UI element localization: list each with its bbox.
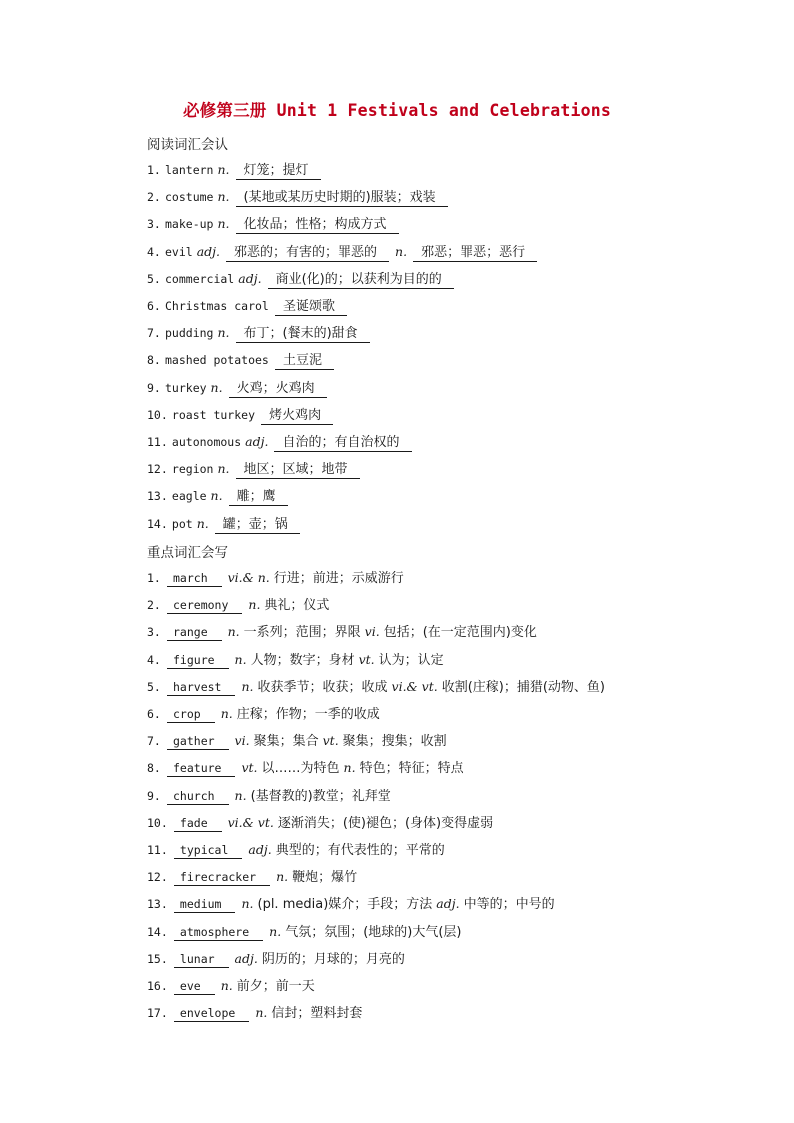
definition: 收获季节；收获；收成: [257, 679, 388, 695]
item-number: 9.: [147, 380, 161, 395]
part-of-speech: n.: [217, 189, 230, 205]
vocab-item: [147, 404, 335, 426]
part-of-speech: vi.: [234, 733, 250, 749]
section-heading-writing: 重点词汇会写: [147, 545, 228, 561]
vocab-word: eagle: [171, 489, 207, 504]
item-number: 16.: [147, 979, 168, 993]
part-of-speech: n.: [241, 896, 254, 912]
vocab-item: [147, 948, 405, 970]
vocab-word: commercial: [165, 271, 235, 286]
definition: 典型的；有代表性的；平常的: [275, 843, 445, 858]
answer-blank: fade: [174, 815, 222, 832]
part-of-speech: vi.: [364, 624, 380, 640]
part-of-speech: adj.: [196, 243, 221, 259]
part-of-speech: n.: [276, 869, 289, 885]
vocab-item: [147, 866, 357, 888]
vocab-item: [147, 159, 323, 181]
vocab-item: [147, 921, 462, 943]
part-of-speech: adj.: [248, 842, 272, 857]
item-number: 15.: [147, 951, 168, 966]
definition: 聚集；搜集；收割: [342, 734, 447, 750]
vocab-item: [147, 241, 539, 263]
part-of-speech: vt.: [358, 651, 375, 667]
part-of-speech: n.: [395, 243, 408, 259]
part-of-speech: vi.& vt.: [391, 678, 438, 694]
vocab-item: [147, 458, 362, 480]
definition: 逐渐消失；(使)褪色；(身体)变得虚弱: [277, 815, 494, 831]
item-number: 9.: [147, 788, 161, 803]
part-of-speech: n.: [241, 678, 254, 694]
item-number: 12.: [147, 462, 168, 477]
item-number: 8.: [147, 761, 161, 776]
vocab-item: [147, 785, 391, 807]
definition: 收割(庄稼)；捕猎(动物、鱼): [441, 679, 606, 695]
vocab-item: [147, 839, 445, 861]
answer-blank: 邪恶；罪恶；恶行: [413, 245, 537, 262]
answer-blank: envelope: [174, 1005, 249, 1022]
vocab-item: [147, 567, 404, 589]
item-number: 17.: [147, 1006, 168, 1021]
answer-blank: gather: [167, 733, 229, 750]
definition: 特色；特征；特点: [359, 761, 464, 777]
part-of-speech: n.: [227, 624, 240, 640]
vocab-item: [147, 975, 315, 997]
part-of-speech: vt.: [322, 733, 339, 749]
part-of-speech: adj.: [436, 896, 460, 912]
item-number: 10.: [147, 407, 168, 422]
part-of-speech: vi.& vt.: [227, 814, 274, 830]
part-of-speech: n.: [217, 325, 230, 341]
part-of-speech: n.: [220, 706, 233, 721]
item-number: 3.: [147, 625, 161, 640]
item-number: 14.: [147, 924, 168, 939]
definition: (pl. media)媒介；手段；方法: [257, 897, 433, 913]
vocab-item: [147, 513, 302, 535]
part-of-speech: adj.: [245, 434, 269, 449]
item-number: 5.: [147, 271, 161, 286]
answer-blank: 烤火鸡肉: [261, 408, 333, 425]
definition: 包括；(在一定范围内)变化: [383, 625, 537, 641]
vocab-item: [147, 377, 329, 399]
vocab-item: [147, 322, 372, 344]
vocab-item: [147, 703, 380, 725]
answer-blank: 灯笼；提灯: [236, 163, 321, 180]
definition: 一系列；范围；界限: [243, 625, 361, 641]
item-number: 6.: [147, 707, 161, 721]
section-heading-reading: 阅读词汇会认: [147, 137, 228, 153]
vocab-item: [147, 812, 493, 834]
answer-blank: march: [167, 570, 222, 587]
vocab-item: [147, 730, 447, 752]
item-number: 5.: [147, 679, 161, 694]
answer-blank: 圣诞颂歌: [275, 299, 347, 316]
vocab-item: [147, 649, 444, 671]
vocab-word: evil: [165, 244, 193, 259]
vocab-word: lantern: [165, 163, 214, 177]
answer-blank: figure: [167, 652, 229, 669]
part-of-speech: adj.: [238, 270, 262, 286]
definition: 行进；前进；示威游行: [273, 571, 404, 586]
item-number: 3.: [147, 217, 161, 232]
definition: 认为；认定: [378, 652, 444, 668]
vocab-item: [147, 621, 537, 643]
answer-blank: lunar: [174, 951, 229, 968]
answer-blank: 化妆品；性格；构成方式: [236, 217, 399, 234]
answer-blank: ceremony: [167, 597, 242, 614]
vocab-word: pot: [171, 516, 193, 531]
definition: 气氛；氛围；(地球的)大气(层): [285, 924, 462, 940]
answer-blank: harvest: [167, 679, 235, 696]
item-number: 1.: [147, 571, 161, 585]
item-number: 11.: [147, 435, 168, 449]
vocab-item: [147, 594, 329, 616]
definition: 聚集；集合: [253, 734, 319, 750]
part-of-speech: n.: [220, 978, 233, 993]
answer-blank: feature: [167, 760, 235, 777]
definition: 阴历的；月球的；月亮的: [261, 951, 405, 967]
vocab-item: [147, 186, 450, 208]
item-number: 10.: [147, 815, 168, 830]
definition: 庄稼；作物；一季的收成: [236, 707, 380, 722]
vocab-word: make-up: [165, 217, 214, 232]
answer-blank: (某地或某历史时期的)服装；戏装: [236, 190, 448, 207]
definition: 鞭炮；爆竹: [292, 870, 358, 886]
answer-blank: firecracker: [174, 869, 270, 886]
vocab-item: [147, 485, 290, 507]
part-of-speech: n.: [255, 1005, 268, 1021]
answer-blank: typical: [174, 842, 242, 859]
vocab-item: [147, 349, 336, 371]
part-of-speech: n.: [248, 597, 261, 613]
answer-blank: 地区；区域；地带: [236, 462, 360, 479]
part-of-speech: n.: [217, 216, 230, 232]
item-number: 2.: [147, 190, 161, 205]
vocab-word: turkey: [165, 380, 207, 395]
vocab-word: autonomous: [171, 435, 242, 449]
answer-blank: 雕；鹰: [229, 489, 288, 506]
part-of-speech: vt.: [241, 760, 258, 776]
item-number: 1.: [147, 163, 161, 177]
part-of-speech: n.: [234, 787, 247, 803]
vocab-item: [147, 213, 401, 235]
part-of-speech: n.: [234, 651, 247, 667]
page-title: 必修第三册 Unit 1 Festivals and Celebrations: [182, 101, 612, 120]
item-number: 4.: [147, 652, 161, 667]
part-of-speech: n.: [210, 488, 223, 504]
definition: 人物；数字；身材: [250, 652, 355, 668]
definition: (基督教的)教堂；礼拜堂: [250, 788, 391, 804]
answer-blank: 商业(化)的；以获利为目的的: [268, 272, 454, 289]
part-of-speech: adj.: [234, 950, 258, 966]
item-number: 13.: [147, 897, 168, 912]
vocab-word: Christmas carol: [165, 299, 269, 313]
answer-blank: 土豆泥: [275, 353, 334, 370]
vocab-word: roast turkey: [171, 407, 256, 422]
answer-blank: atmosphere: [174, 924, 263, 941]
vocab-word: costume: [165, 190, 214, 205]
item-number: 6.: [147, 299, 161, 313]
part-of-speech: n.: [343, 760, 356, 776]
item-number: 12.: [147, 870, 168, 885]
part-of-speech: n.: [217, 162, 230, 177]
definition: 典礼；仪式: [264, 598, 330, 614]
vocab-item: [147, 431, 414, 453]
answer-blank: range: [167, 624, 222, 641]
vocab-item: [147, 893, 555, 915]
answer-blank: church: [167, 788, 229, 805]
answer-blank: eve: [174, 978, 215, 995]
answer-blank: 布丁；(餐末的)甜食: [236, 326, 370, 343]
answer-blank: 自治的；有自治权的: [274, 435, 411, 452]
part-of-speech: vi.& n.: [227, 570, 270, 585]
definition: 信封；塑料封套: [271, 1006, 363, 1022]
part-of-speech: n.: [210, 379, 223, 395]
item-number: 11.: [147, 843, 168, 857]
item-number: 14.: [147, 516, 168, 531]
item-number: 13.: [147, 489, 168, 504]
answer-blank: 火鸡；火鸡肉: [229, 381, 327, 398]
vocab-item: [147, 295, 349, 317]
answer-blank: 邪恶的；有害的；罪恶的: [226, 245, 389, 262]
vocab-item: [147, 676, 605, 698]
vocab-item: [147, 757, 464, 779]
part-of-speech: n.: [196, 515, 209, 531]
vocab-word: region: [171, 462, 214, 477]
answer-blank: 罐；壶；锅: [215, 517, 300, 534]
part-of-speech: n.: [269, 923, 282, 939]
vocab-item: [147, 268, 456, 290]
item-number: 2.: [147, 598, 161, 613]
answer-blank: crop: [167, 706, 215, 723]
item-number: 8.: [147, 353, 161, 368]
vocab-item: [147, 1002, 362, 1024]
item-number: 7.: [147, 326, 161, 341]
vocab-word: mashed potatoes: [165, 353, 269, 368]
item-number: 4.: [147, 244, 161, 259]
vocab-word: pudding: [165, 326, 214, 341]
part-of-speech: n.: [217, 461, 230, 477]
item-number: 7.: [147, 734, 161, 749]
definition: 前夕；前一天: [236, 979, 315, 994]
definition: 以……为特色: [261, 761, 340, 777]
answer-blank: medium: [174, 896, 236, 913]
definition: 中等的；中号的: [463, 897, 555, 913]
